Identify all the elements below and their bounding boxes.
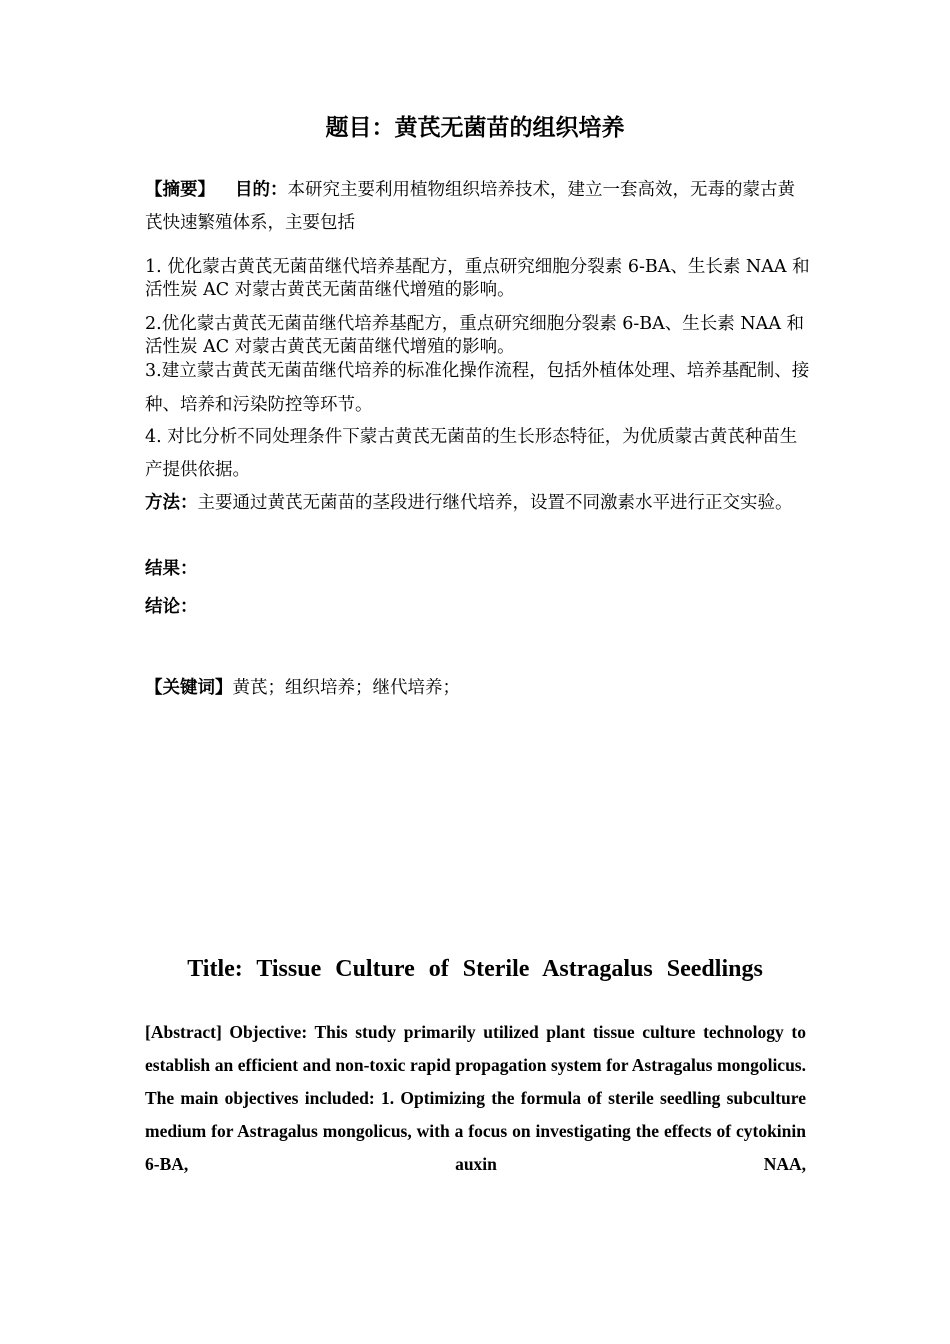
english-title: Title: Tissue Culture of Sterile Astragalus Seedlings: [187, 956, 763, 982]
keywords-line: [145, 673, 810, 703]
conclusion-line: [145, 592, 810, 622]
objective-item-1: 1. 优化蒙古黄芪无菌苗继代培养基配方，重点研究细胞分裂素 6-BA、生长素 NAA 和活性炭 AC 对蒙古黄芪无菌苗继代增殖的影响。: [145, 257, 810, 300]
english-abstract: [Abstract] Objective: This study primarily utilized plant tissue culture technology to establish an efficient and non-toxic rapid propagation system for Astragalus mongolicus. The main objectives included: 1. Optimizing the formula of sterile seedling subculture medium for Astragalus mongolicus, with a focus on investigating the effects of cytokinin 6-BA, auxin NAA,: [145, 1022, 806, 1174]
methods-text: 主要通过黄芪无菌苗的茎段进行继代培养，设置不同激素水平进行正交实验。: [197, 493, 793, 513]
keywords-label: 【关键词】: [145, 678, 233, 698]
conclusion-label: 结论：: [145, 597, 198, 617]
objective-text: 本研究主要利用植物组织培养技术，建立一套高效，无毒的蒙古黄芪快速繁殖体系，主要包括: [145, 180, 795, 233]
results-label: 结果：: [145, 559, 198, 579]
objective-item-4: 4. 对比分析不同处理条件下蒙古黄芪无菌苗的生长形态特征，为优质蒙古黄芪种苗生产提供依据。: [145, 427, 798, 480]
objective-label: 目的：: [235, 180, 288, 200]
objective-item-2: 2.优化蒙古黄芪无菌苗继代培养基配方，重点研究细胞分裂素 6-BA、生长素 NAA 和活性炭 AC 对蒙古黄芪无菌苗继代增殖的影响。: [145, 314, 805, 357]
keywords-text: 黄芪；组织培养；继代培养；: [232, 678, 460, 698]
abstract-label: 【摘要】: [145, 180, 215, 200]
results-line: [145, 554, 810, 584]
methods-label: 方法：: [145, 493, 198, 513]
chinese-abstract-intro: [145, 174, 810, 240]
methods-paragraph: [145, 487, 810, 520]
objective-item-3: 3.建立蒙古黄芪无菌苗继代培养的标准化操作流程，包括外植体处理、培养基配制、接种、培养和污染防控等环节。: [145, 361, 810, 415]
chinese-title: 题目：黄芪无菌苗的组织培养: [325, 115, 625, 141]
